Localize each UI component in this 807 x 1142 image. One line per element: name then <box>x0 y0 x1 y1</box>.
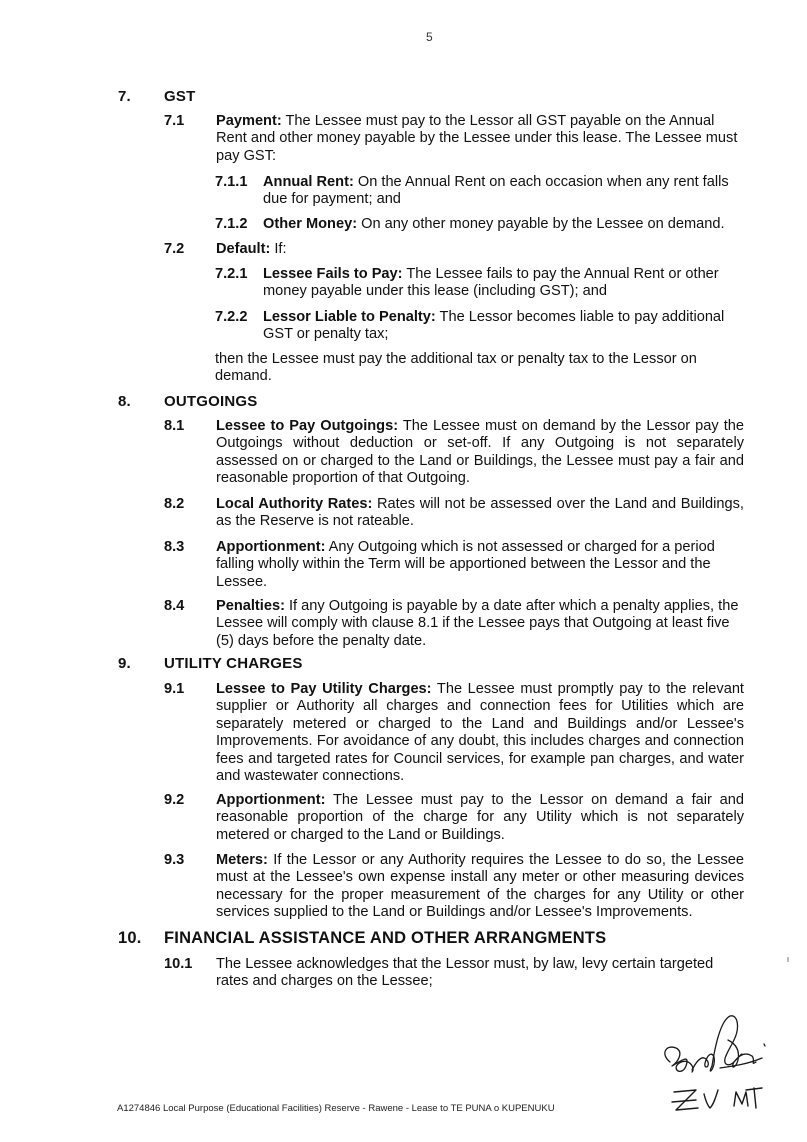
clause-text: The Lessee must on demand by the Lessor pay the Outgoings without deduction or set-off. If any Outgoing is not separately assessed on or charged to the Land or Buildings, the Lessee must pay a fair and reasonable proportion of that Outgoing. <box>216 418 745 487</box>
subclause-number: 7.2.1 <box>215 266 248 282</box>
section-number: 9. <box>118 655 131 672</box>
clause-number: 9.3 <box>164 852 185 868</box>
document-footer: A1274846 Local Purpose (Educational Facilities) Reserve - Rawene - Lease to TE PUNA o KUPENUKU <box>117 1103 555 1114</box>
signature-initials-image <box>652 1010 782 1130</box>
clause-text: Rates will not be assessed over the Land and Buildings, as the Reserve is not rateable. <box>216 496 744 530</box>
clause-number: 8.2 <box>164 496 185 512</box>
clause-number: 9.2 <box>164 792 185 808</box>
subclause-number: 7.1.2 <box>215 216 248 232</box>
section-title: UTILITY CHARGES <box>164 655 303 672</box>
clause-number: 8.3 <box>164 539 185 555</box>
clause-heading: Payment: <box>216 113 282 129</box>
clause-number: 8.1 <box>164 418 185 434</box>
subclause <box>215 266 747 301</box>
subclause-heading: Lessor Liable to Penalty: <box>263 309 436 325</box>
clause-text: Any Outgoing which is not assessed or charged for a period falling wholly within the Term will be apportioned between the Lessor and the Lessee. <box>216 539 715 590</box>
subclause-heading: Annual Rent: <box>263 174 354 190</box>
clause <box>164 496 744 531</box>
subclause-text: The Lessor becomes liable to pay additional GST or penalty tax; <box>263 309 725 343</box>
clause-heading: Penalties: <box>216 598 285 614</box>
clause-text: The Lessee must pay to the Lessor all GST payable on the Annual Rent and other money payable by the Lessee under this lease. The Lessee must pay GST: <box>216 113 738 164</box>
subclause-heading: Lessee Fails to Pay: <box>263 266 403 282</box>
section-number: 7. <box>118 88 131 105</box>
clause <box>164 113 744 165</box>
subclause-number: 7.2.2 <box>215 309 248 325</box>
clause <box>164 539 744 591</box>
subclause-text: On the Annual Rent on each occasion when any rent falls due for payment; and <box>263 174 729 208</box>
subclause <box>215 174 747 209</box>
clause-heading: Lessee to Pay Outgoings: <box>216 418 399 434</box>
clause-text: If any Outgoing is payable by a date after which a penalty applies, the Lessee will comply with clause 8.1 if the Lessee pays that Outgoing at least five (5) days before the penalty date. <box>216 598 739 649</box>
clause <box>164 681 744 785</box>
page-number: 5 <box>426 30 433 44</box>
clause-trailing-text: then the Lessee must pay the additional tax or penalty tax to the Lessor on demand. <box>215 351 697 385</box>
clause <box>164 792 744 844</box>
clause-text: If: <box>270 241 287 257</box>
clause-number: 7.2 <box>164 241 185 257</box>
clause-heading: Apportionment: <box>216 539 326 555</box>
subclause-text: On any other money payable by the Lessee on demand. <box>357 216 725 232</box>
clause-heading: Lessee to Pay Utility Charges: <box>216 681 432 697</box>
clause <box>164 418 744 488</box>
clause <box>164 241 744 258</box>
clause-number: 8.4 <box>164 598 185 614</box>
section-number: 10. <box>118 929 142 947</box>
clause-text: If the Lessor or any Authority requires the Lessee to do so, the Lessee must at the Lessee's own expense install any meter or other measuring devices necessary for the proper measurement of the charges for any Utility or other services supplied to the Land or Buildings and/or Lessee's Improvements. <box>216 852 744 921</box>
clause-text: The Lessee must pay to the Lessor on demand a fair and reasonable proportion of the charge for any Utility which is not separately metered or charged to the Land or Buildings. <box>216 792 744 843</box>
subclause-heading: Other Money: <box>263 216 358 232</box>
section-title: OUTGOINGS <box>164 393 258 410</box>
clause-heading: Default: <box>216 241 271 257</box>
clause-number: 7.1 <box>164 113 185 129</box>
scan-speck <box>787 957 789 962</box>
section-title: FINANCIAL ASSISTANCE AND OTHER ARRANGMENTS <box>164 929 607 947</box>
clause-heading: Local Authority Rates: <box>216 496 373 512</box>
subclause <box>215 216 747 233</box>
clause-text: The Lessee acknowledges that the Lessor must, by law, levy certain targeted rates and charges on the Lessee; <box>216 956 714 990</box>
clause-heading: Apportionment: <box>216 792 326 808</box>
subclause-number: 7.1.1 <box>215 174 248 190</box>
clause-number: 9.1 <box>164 681 185 697</box>
section-number: 8. <box>118 393 131 410</box>
clause <box>164 598 744 650</box>
subclause-text: The Lessee fails to pay the Annual Rent or other money payable under this lease (including GST); and <box>263 266 719 300</box>
subclause <box>215 309 747 344</box>
clause-number: 10.1 <box>164 956 193 972</box>
clause <box>164 956 744 991</box>
clause <box>164 852 744 922</box>
clause-heading: Meters: <box>216 852 268 868</box>
clause-text: The Lessee must promptly pay to the relevant supplier or Authority all charges and connection fees for Utilities which are separately metered or charged to the Land and Buildings and/or Lessee's Improvements. For avoidance of any doubt, this includes charges and connection fees and targeted rates for Council services, for example pan charges, and water and wastewater connections. <box>216 681 744 785</box>
section-title: GST <box>164 88 196 105</box>
